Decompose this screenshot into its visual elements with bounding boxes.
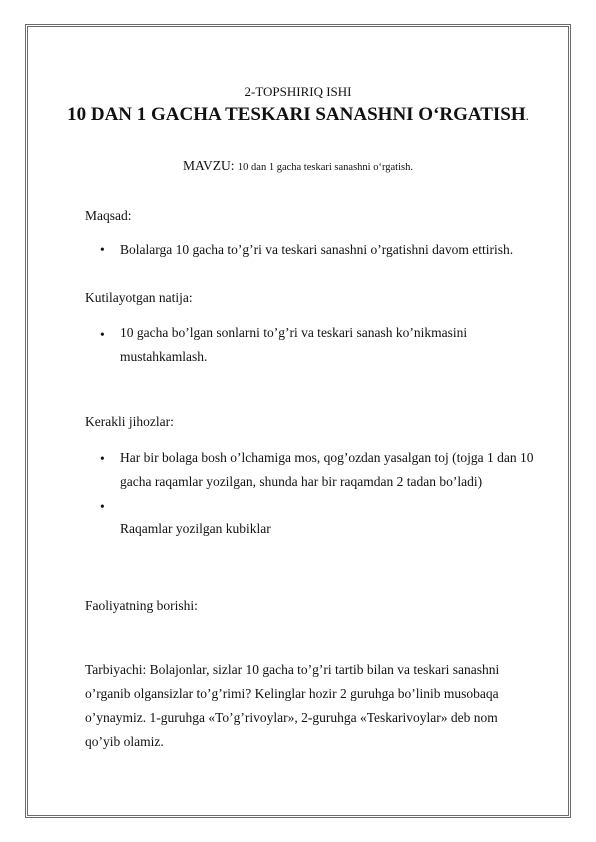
activity-label: Faoliyatning borishi: [85,598,198,613]
bullet-icon: • [100,499,105,514]
bullet-icon: • [100,242,105,257]
topic-line [0,158,596,174]
result-item: 10 gacha bo’lgan sonlarni to’g’ri va teskari sanash ko’nikmasini mustahkamlash. [120,325,468,364]
topic-text: 10 dan 1 gacha teskari sanashni o‘rgatish. [237,162,413,173]
bullet-icon: • [100,451,105,466]
page-title-text: 10 DAN 1 GACHA TESKARI SANASHNI O‘RGATISH [67,104,526,125]
page-title [0,104,596,126]
page-title-tail: . [525,108,529,123]
activity-text: Tarbiyachi: Bolajonlar, sizlar 10 gacha to’g’ri tartib bilan va teskari sanashni o’rganib olgansizlar to’g’rimi? Kelinglar hozir 2 guruhga bo’linib musobaqa o’ynaymiz. 1-guruhga «To’g’rivoylar», 2-guruhga «Teskarivoylar» deb nom qo’yib olamiz. [85,662,500,749]
goal-label: Maqsad: [85,208,132,223]
assignment-subtitle: 2-TOPSHIRIQ ISHI [244,84,352,99]
bullet-icon: • [100,327,105,342]
equipment-label: Kerakli jihozlar: [85,414,174,429]
goal-item: Bolalarga 10 gacha to’g’ri va teskari sanashni o’rgatishni davom ettirish. [120,242,514,257]
result-label: Kutilayotgan natija: [85,290,193,305]
equipment-item-1: Har bir bolaga bosh o’lchamiga mos, qog’ozdan yasalgan toj (tojga 1 dan 10 gacha raqamlar yozilgan, shunda har bir raqamdan 2 tadan bo’ladi) [120,450,534,489]
topic-label: MAVZU: [183,158,235,173]
equipment-item-2: Raqamlar yozilgan kubiklar [120,521,271,536]
